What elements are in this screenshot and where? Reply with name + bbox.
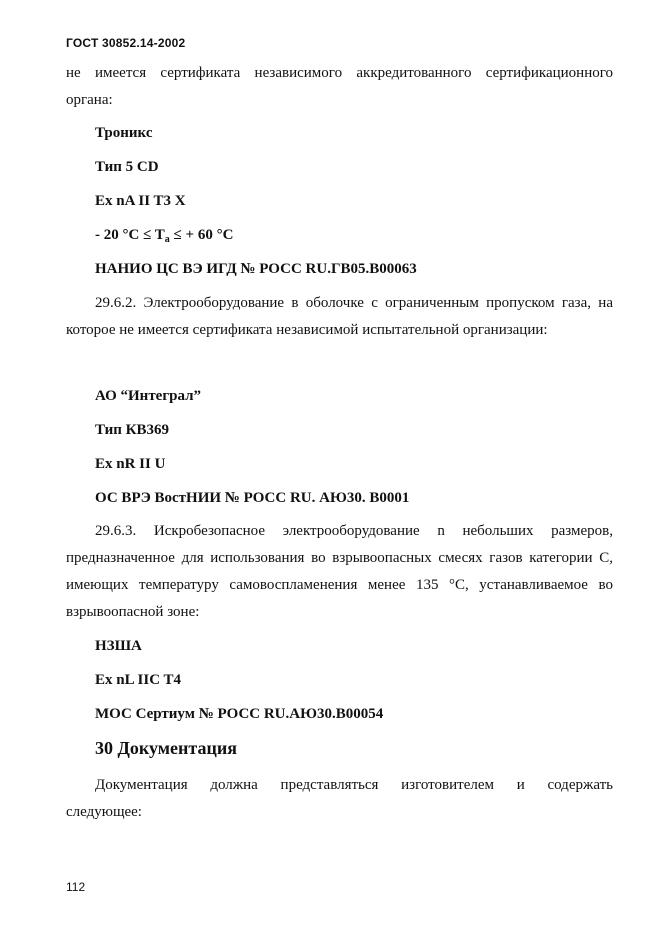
explosion-marking: Ex nR II U — [95, 456, 166, 472]
equipment-type: Тип КВ369 — [95, 422, 170, 438]
text-line: которое не имеется сертификата независимой испытательной организации: — [66, 322, 548, 338]
section-heading: 30 Документация — [95, 738, 237, 758]
text-line: взрывоопасной зоне: — [66, 604, 200, 620]
manufacturer-name: Троникс — [95, 125, 153, 141]
text-line: 29.6.3. Искробезопасное электрооборудование n небольших размеров, — [95, 523, 613, 539]
explosion-marking: Ex nA II T3 X — [95, 193, 186, 209]
text-line: Документация должна представляться изготовителем и содержать — [95, 777, 613, 793]
equipment-type: Тип 5 CD — [95, 159, 159, 175]
certificate-number: МОС Сертиум № РОСС RU.АЮ30.В00054 — [95, 706, 384, 722]
text-line: органа: — [66, 92, 113, 108]
text-line: следующее: — [66, 804, 142, 820]
certificate-number: ОС ВРЭ ВостНИИ № РОСС RU. АЮ30. В0001 — [95, 490, 410, 506]
manufacturer-name: АО “Интеграл” — [95, 388, 202, 404]
temperature-prefix: - 20 °C ≤ T — [95, 227, 165, 243]
temperature-subscript: a — [164, 234, 170, 245]
standard-header: ГОСТ 30852.14-2002 — [66, 36, 186, 50]
text-line: имеющих температуру самовоспламенения менее 135 °C, устанавливаемое во — [66, 577, 613, 593]
temperature-suffix: ≤ + 60 °C — [169, 227, 234, 243]
temperature-range — [95, 226, 613, 244]
certificate-number: НАНИО ЦС ВЭ ИГД № РОСС RU.ГВ05.В00063 — [95, 261, 417, 277]
text-line: не имеется сертификата независимого аккредитованного сертификационного — [66, 65, 613, 81]
text-line: предназначенное для использования во взрывоопасных смесях газов категории С, — [66, 550, 613, 566]
explosion-marking: Ex nL IIC T4 — [95, 672, 182, 688]
text-line: 29.6.2. Электрооборудование в оболочке с ограниченным пропуском газа, на — [95, 295, 613, 311]
manufacturer-name: НЗША — [95, 638, 142, 654]
page-number: 112 — [66, 880, 86, 894]
